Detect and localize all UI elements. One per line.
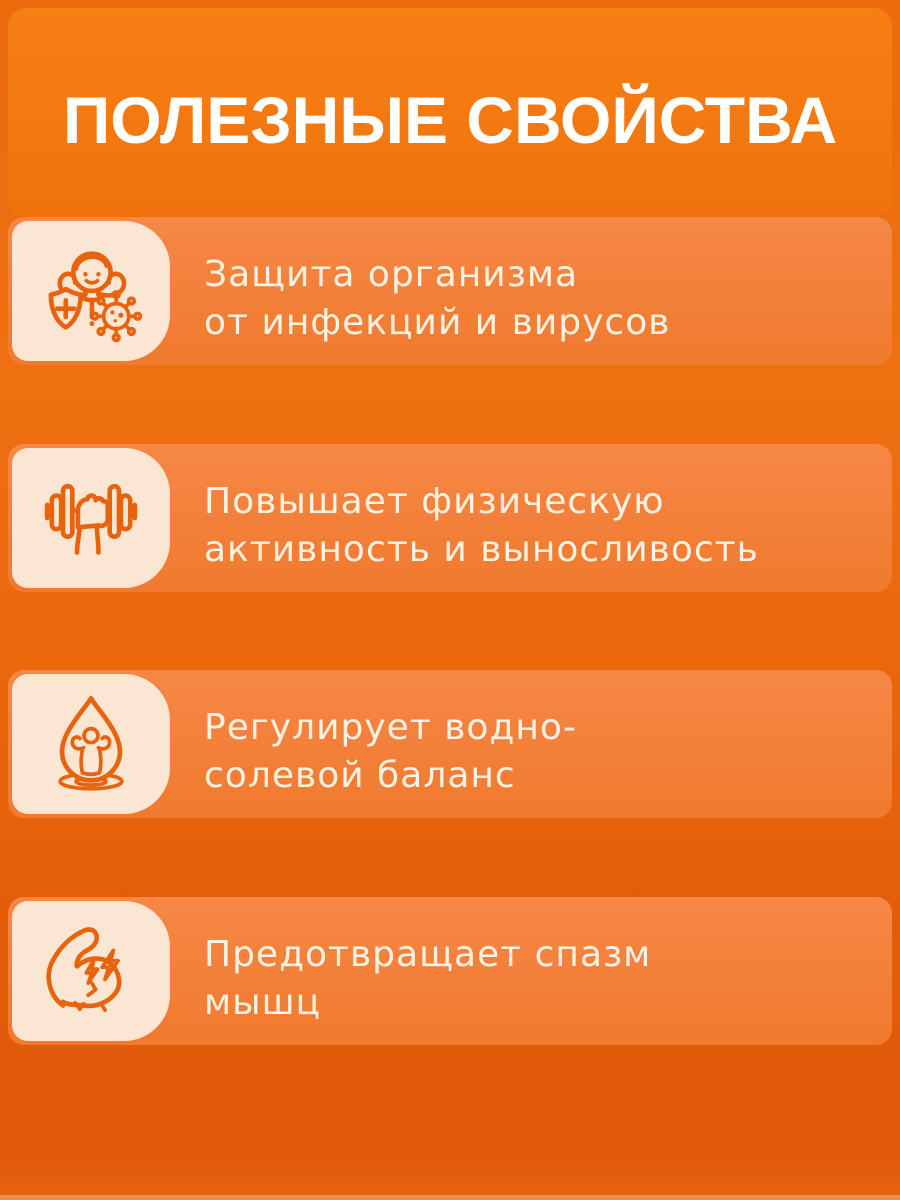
immunity-shield-virus-icon — [35, 235, 147, 347]
benefit-icon-card — [12, 448, 170, 588]
benefit-line: мышц — [204, 982, 322, 1023]
benefit-line: Защита организма — [204, 254, 579, 295]
water-salt-balance-drop-icon — [35, 688, 147, 800]
benefit-text — [204, 670, 880, 826]
benefit-line: Повышает физическую — [204, 481, 665, 522]
benefit-icon-card — [12, 221, 170, 361]
dumbbell-grip-icon — [35, 462, 147, 574]
bottom-edge-highlight — [0, 1195, 900, 1200]
benefit-row-spasm — [8, 897, 892, 1045]
benefit-row-balance — [8, 670, 892, 818]
benefit-row-activity — [8, 444, 892, 592]
page-title: ПОЛЕЗНЫЕ СВОЙСТВА — [62, 82, 838, 157]
title-band — [8, 8, 892, 217]
benefit-text — [204, 444, 880, 600]
benefit-icon-card — [12, 674, 170, 814]
benefit-icon-card — [12, 901, 170, 1041]
benefit-line: Предотвращает спазм — [204, 934, 652, 975]
benefit-line: Регулирует водно- — [204, 707, 577, 748]
benefit-text — [204, 897, 880, 1053]
benefit-row-immunity — [8, 217, 892, 365]
muscle-spasm-bicep-icon — [35, 915, 147, 1027]
benefit-text — [204, 217, 880, 373]
benefit-line: активность и выносливость — [204, 529, 759, 570]
benefit-line: солевой баланс — [204, 755, 516, 796]
benefit-line: от инфекций и вирусов — [204, 302, 671, 343]
